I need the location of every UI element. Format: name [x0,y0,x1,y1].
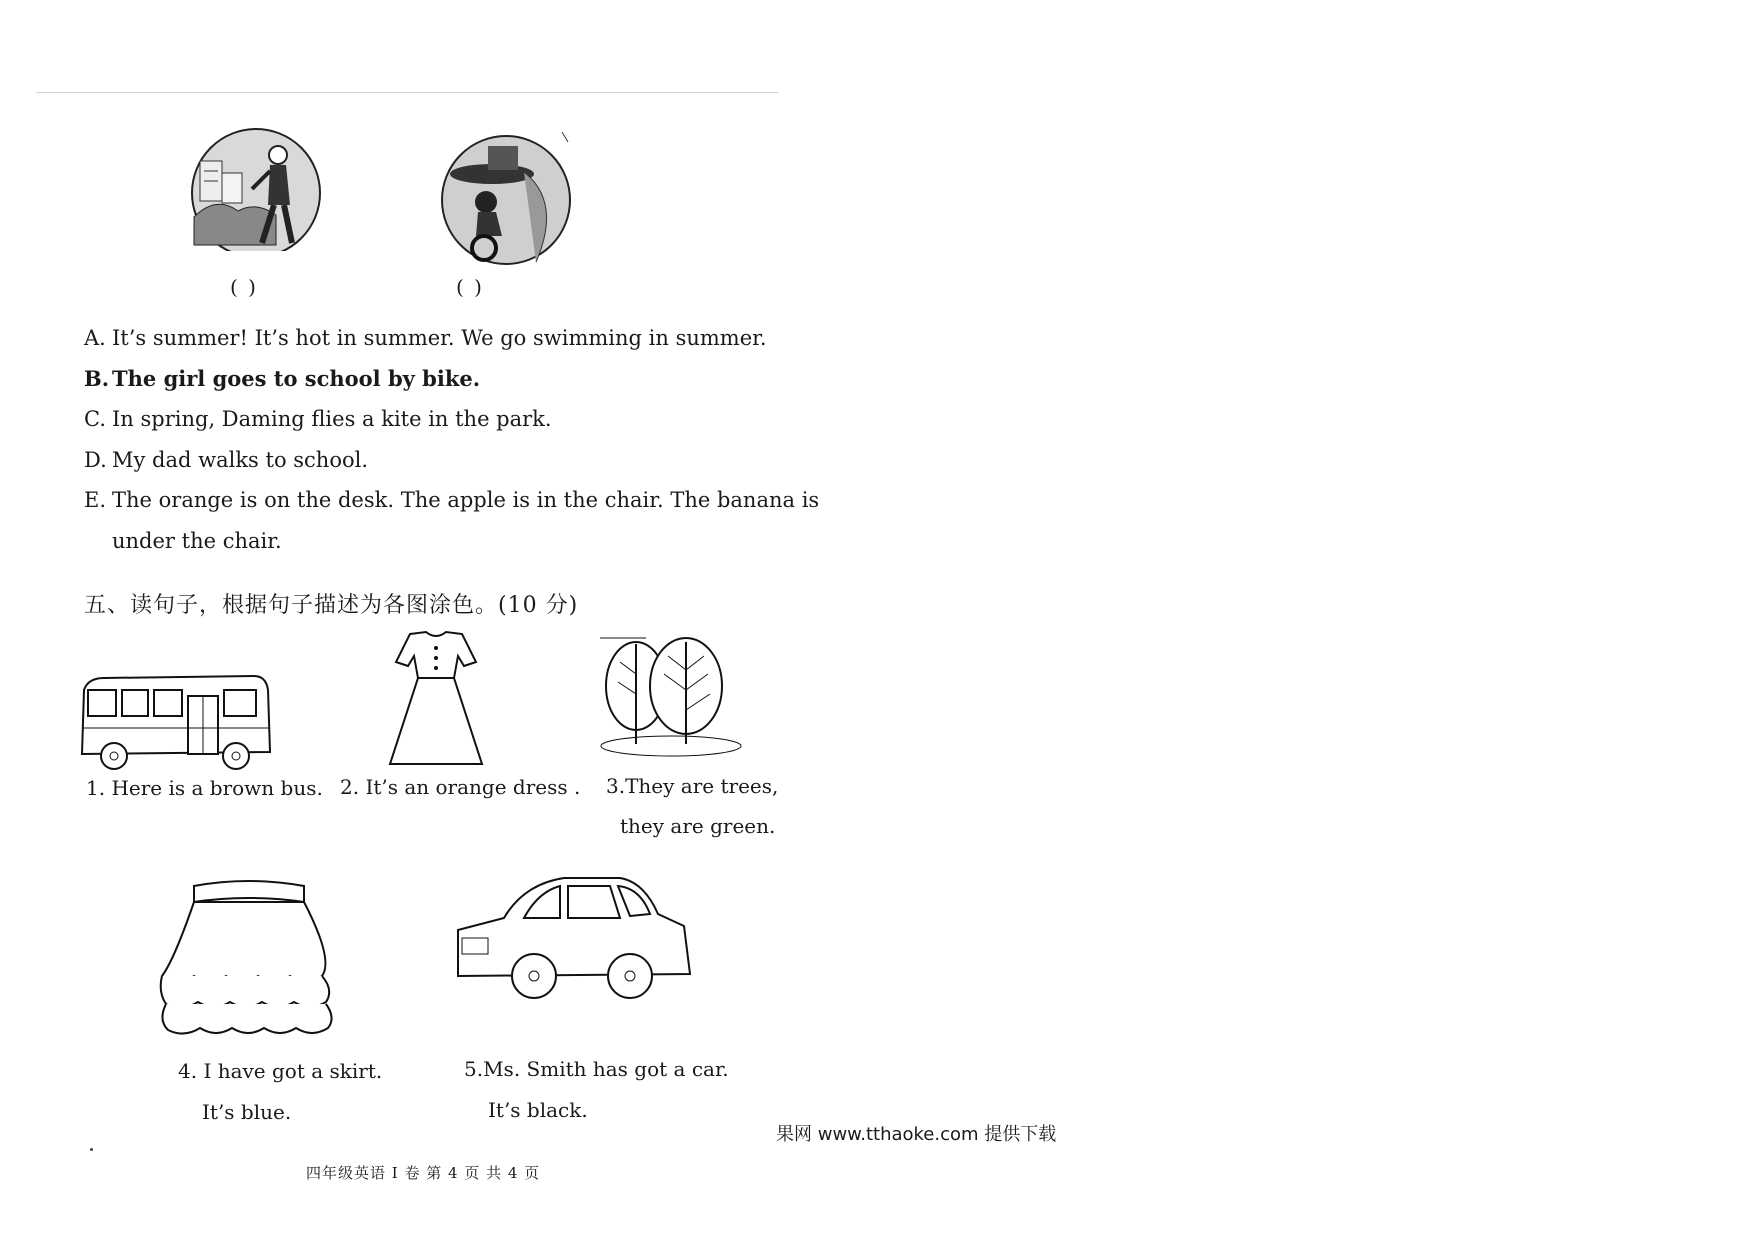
option-text: The girl goes to school by bike. [112,366,481,391]
option-b [84,368,480,389]
item-2-line1: 2. It’s an orange dress . [340,775,581,799]
option-a [84,328,767,349]
item-5-line2: It’s black. [488,1098,588,1122]
option-d [84,450,368,471]
girl-on-bike-picture [432,132,582,272]
option-text: It’s summer! It’s hot in summer. We go swimming in summer. [112,326,767,350]
watermark-text: 果网 www.tthaoke.com 提供下载 [776,1124,1057,1145]
option-letter: B. [84,366,110,391]
section-five-title: 五、读句子，根据句子描述为各图涂色。(10 分) [84,593,579,618]
option-letter: A. [84,326,106,350]
option-text: In spring, Daming flies a kite in the park. [112,407,552,431]
page-footer: 四年级英语 I 卷 第 4 页 共 4 页 [306,1164,541,1182]
dress-drawing[interactable] [386,630,486,770]
scan-speck [90,1148,93,1151]
man-walking-picture [186,125,326,265]
skirt-drawing[interactable] [158,880,338,1036]
option-letter: D. [84,448,107,472]
item-3-line2: they are green. [620,814,776,838]
bus-drawing[interactable] [74,668,274,776]
item-5-line1: 5.Ms. Smith has got a car. [464,1057,729,1081]
item-1-line1: 1. Here is a brown bus. [86,776,323,800]
option-e-continuation: under the chair. [112,529,282,553]
option-letter: C. [84,407,106,431]
car-drawing[interactable] [454,874,694,1014]
option-c [84,409,552,430]
option-text: The orange is on the desk. The apple is in the chair. The banana is [112,488,820,512]
trees-drawing[interactable] [596,634,746,764]
item-4-line2: It’s blue. [202,1100,292,1124]
answer-paren-1[interactable]: ( ) [230,275,258,299]
answer-paren-2[interactable]: ( ) [456,275,484,299]
top-rule [36,92,778,93]
option-letter: E. [84,488,107,512]
item-3-line1: 3.They are trees, [606,774,779,798]
option-e [84,490,819,511]
item-4-line1: 4. I have got a skirt. [178,1059,383,1083]
option-text: My dad walks to school. [112,448,369,472]
